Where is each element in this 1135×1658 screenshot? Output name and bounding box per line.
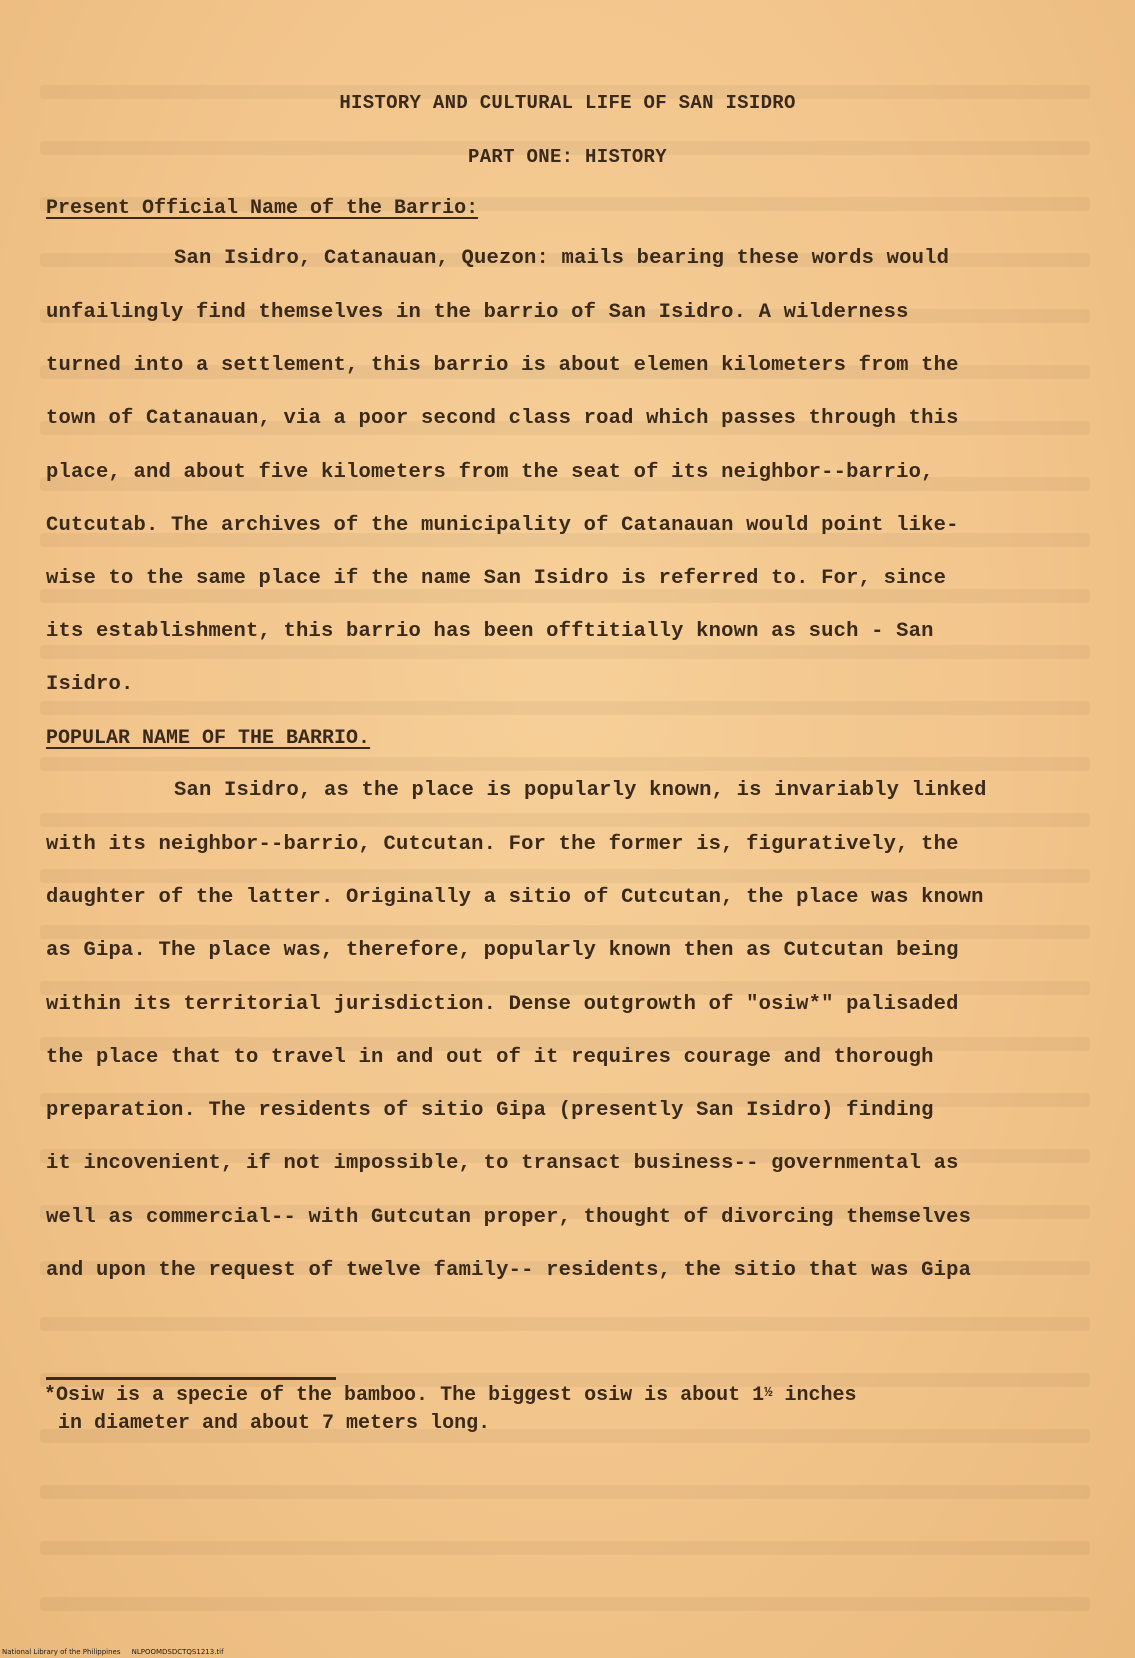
paragraph-line: preparation. The residents of sitio Gipa (presently San Isidro) finding bbox=[46, 1099, 934, 1122]
paragraph-line: San Isidro, Catanauan, Quezon: mails bearing these words would bbox=[174, 247, 950, 270]
section-heading-popular-name: POPULAR NAME OF THE BARRIO. bbox=[46, 727, 371, 750]
paragraph-line: town of Catanauan, via a poor second class road which passes through this bbox=[46, 407, 959, 430]
paragraph-line: unfailingly find themselves in the barrio of San Isidro. A wilderness bbox=[46, 301, 909, 324]
paragraph-line: it incovenient, if not impossible, to transact business-- governmental as bbox=[46, 1152, 959, 1175]
paragraph-line: and upon the request of twelve family-- residents, the sitio that was Gipa bbox=[46, 1259, 972, 1282]
paragraph-line: as Gipa. The place was, therefore, popularly known then as Cutcutan being bbox=[46, 939, 959, 962]
paragraph-line: wise to the same place if the name San Isidro is referred to. For, since bbox=[46, 567, 947, 590]
paragraph-line: Isidro. bbox=[46, 673, 134, 696]
paragraph-line: its establishment, this barrio has been offtitially known as such - San bbox=[46, 620, 934, 643]
footnote-separator bbox=[46, 1377, 336, 1380]
paragraph-line: turned into a settlement, this barrio is about elemen kilometers from the bbox=[46, 354, 959, 377]
paragraph-line: well as commercial-- with Gutcutan proper, thought of divorcing themselves bbox=[46, 1206, 972, 1229]
section-heading-official-name: Present Official Name of the Barrio: bbox=[46, 197, 479, 220]
paragraph-line: with its neighbor--barrio, Cutcutan. For the former is, figuratively, the bbox=[46, 833, 959, 856]
paragraph-line: within its territorial jurisdiction. Dense outgrowth of "osiw*" palisaded bbox=[46, 993, 959, 1016]
paragraph-line: San Isidro, as the place is popularly known, is invariably linked bbox=[174, 779, 987, 802]
scan-caption: National Library of the Philippines NLPOOMDSDCTQS1213.tif bbox=[2, 1648, 224, 1656]
paragraph-line: Cutcutab. The archives of the municipality of Catanauan would point like- bbox=[46, 514, 959, 537]
paragraph-line: daughter of the latter. Originally a sitio of Cutcutan, the place was known bbox=[46, 886, 984, 909]
footnote-text: *Osiw is a specie of the bamboo. The biggest osiw is about 1 bbox=[44, 1384, 765, 1407]
document-subtitle: PART ONE: HISTORY bbox=[468, 146, 667, 168]
footnote-line bbox=[44, 1384, 857, 1407]
footnote-fraction: ½ bbox=[764, 1385, 773, 1401]
paragraph-line: the place that to travel in and out of it requires courage and thorough bbox=[46, 1046, 934, 1069]
footnote-text: inches bbox=[772, 1384, 857, 1407]
document-title: HISTORY AND CULTURAL LIFE OF SAN ISIDRO bbox=[339, 92, 796, 114]
footnote-line: in diameter and about 7 meters long. bbox=[58, 1412, 491, 1435]
paragraph-line: place, and about five kilometers from the seat of its neighbor--barrio, bbox=[46, 461, 934, 484]
